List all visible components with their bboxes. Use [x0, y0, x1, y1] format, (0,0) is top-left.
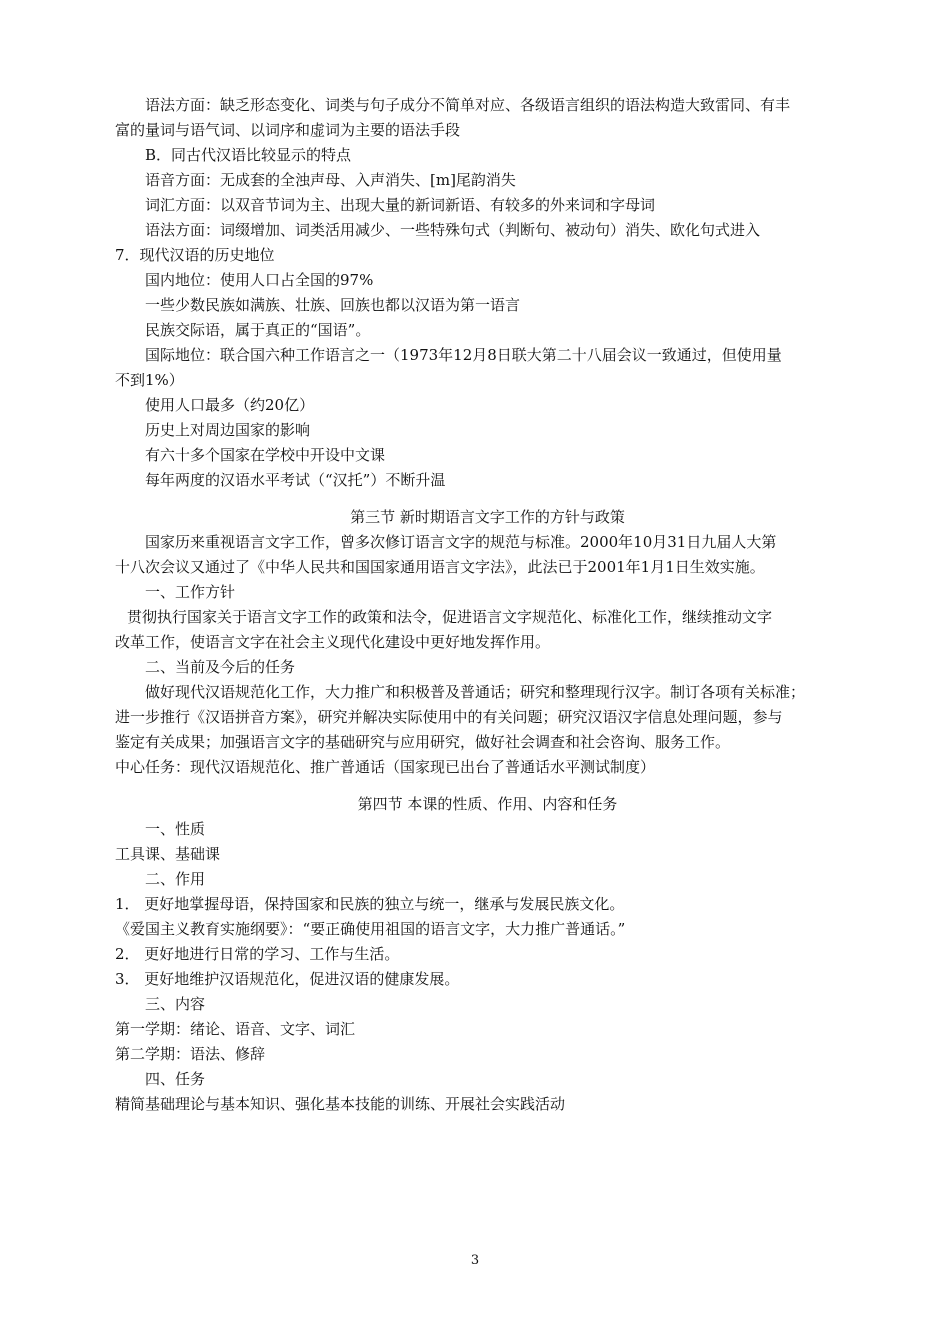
subheading: 四、任务: [145, 1070, 206, 1088]
subheading: 一、工作方针: [145, 583, 236, 601]
subheading: 一、性质: [145, 820, 206, 838]
paragraph-line: 工具课、基础课: [115, 845, 221, 863]
section-3-title: 第三节 新时期语言文字工作的方针与政策: [350, 508, 625, 526]
paragraph-line: 一些少数民族如满族、壮族、回族也都以汉语为第一语言: [145, 296, 521, 314]
paragraph-line: 使用人口最多（约20亿）: [145, 396, 315, 414]
paragraph-line: 中心任务：现代汉语规范化、推广普通话（国家现已出台了普通话水平测试制度）: [115, 758, 656, 776]
subheading: 二、当前及今后的任务: [145, 658, 296, 676]
paragraph-line: 精简基础理论与基本知识、强化基本技能的训练、开展社会实践活动: [115, 1095, 566, 1113]
paragraph-line: 第二学期：语法、修辞: [115, 1045, 266, 1063]
quote-line: 《爱国主义教育实施纲要》：“要正确使用祖国的语言文字，大力推广普通话。”: [115, 920, 626, 938]
page-number: 3: [470, 1253, 480, 1268]
spacer: [115, 493, 860, 505]
paragraph-line: 十八次会议又通过了《中华人民共和国国家通用语言文字法》，此法已于2001年1月1日生效实施。: [115, 558, 765, 576]
page-content: [115, 93, 860, 1117]
section-4-title: 第四节 本课的性质、作用、内容和任务: [357, 795, 618, 813]
subheading: 二、作用: [145, 870, 206, 888]
paragraph-line: 语法方面：缺乏形态变化、词类与句子成分不简单对应、各级语言组织的语法构造大致雷同、有丰: [145, 96, 791, 114]
paragraph-line: 国内地位：使用人口占全国的97%: [145, 271, 374, 289]
subheading: 三、内容: [145, 995, 206, 1013]
paragraph-line: 改革工作，使语言文字在社会主义现代化建设中更好地发挥作用。: [115, 633, 551, 651]
paragraph-line: 国家历来重视语言文字工作，曾多次修订语言文字的规范与标准。2000年10月31日九届人大第: [145, 533, 777, 551]
paragraph-line: 民族交际语，属于真正的“国语”。: [145, 321, 371, 339]
numbered-item: 2． 更好地进行日常的学习、工作与生活。: [115, 945, 400, 963]
subheading: B．同古代汉语比较显示的特点: [145, 146, 352, 164]
paragraph-line: 第一学期：绪论、语音、文字、词汇: [115, 1020, 356, 1038]
paragraph-line: 国际地位：联合国六种工作语言之一（1973年12月8日联大第二十八届会议一致通过，但使用量: [145, 346, 782, 364]
paragraph-line: 历史上对周边国家的影响: [145, 421, 311, 439]
spacer: [115, 780, 860, 792]
paragraph-line: 贯彻执行国家关于语言文字工作的政策和法令，促进语言文字规范化、标准化工作，继续推动文字: [127, 608, 773, 626]
paragraph-line: 词汇方面：以双音节词为主、出现大量的新词新语、有较多的外来词和字母词: [145, 196, 656, 214]
numbered-item: 3． 更好地维护汉语规范化，促进汉语的健康发展。: [115, 970, 460, 988]
paragraph-line: 进一步推行《汉语拼音方案》，研究并解决实际使用中的有关问题；研究汉语汉字信息处理问题，参与: [115, 708, 783, 726]
paragraph-line: 不到1%）: [115, 371, 184, 389]
paragraph-line: 富的量词与语气词、以词序和虚词为主要的语法手段: [115, 121, 461, 139]
paragraph-line: 做好现代汉语规范化工作，大力推广和积极普及普通话；研究和整理现行汉字。制订各项有关标准；: [145, 683, 806, 701]
numbered-heading: 7．现代汉语的历史地位: [115, 246, 275, 264]
numbered-item: 1． 更好地掌握母语，保持国家和民族的独立与统一，继承与发展民族文化。: [115, 895, 625, 913]
paragraph-line: 鉴定有关成果；加强语言文字的基础研究与应用研究，做好社会调查和社会咨询、服务工作。: [115, 733, 731, 751]
paragraph-line: 每年两度的汉语水平考试（“汉托”）不断升温: [145, 471, 446, 489]
paragraph-line: 语法方面：词缀增加、词类活用减少、一些特殊句式（判断句、被动句）消失、欧化句式进入: [145, 221, 761, 239]
paragraph-line: 语音方面：无成套的全浊声母、入声消失、[m]尾韵消失: [145, 171, 516, 189]
paragraph-line: 有六十多个国家在学校中开设中文课: [145, 446, 386, 464]
